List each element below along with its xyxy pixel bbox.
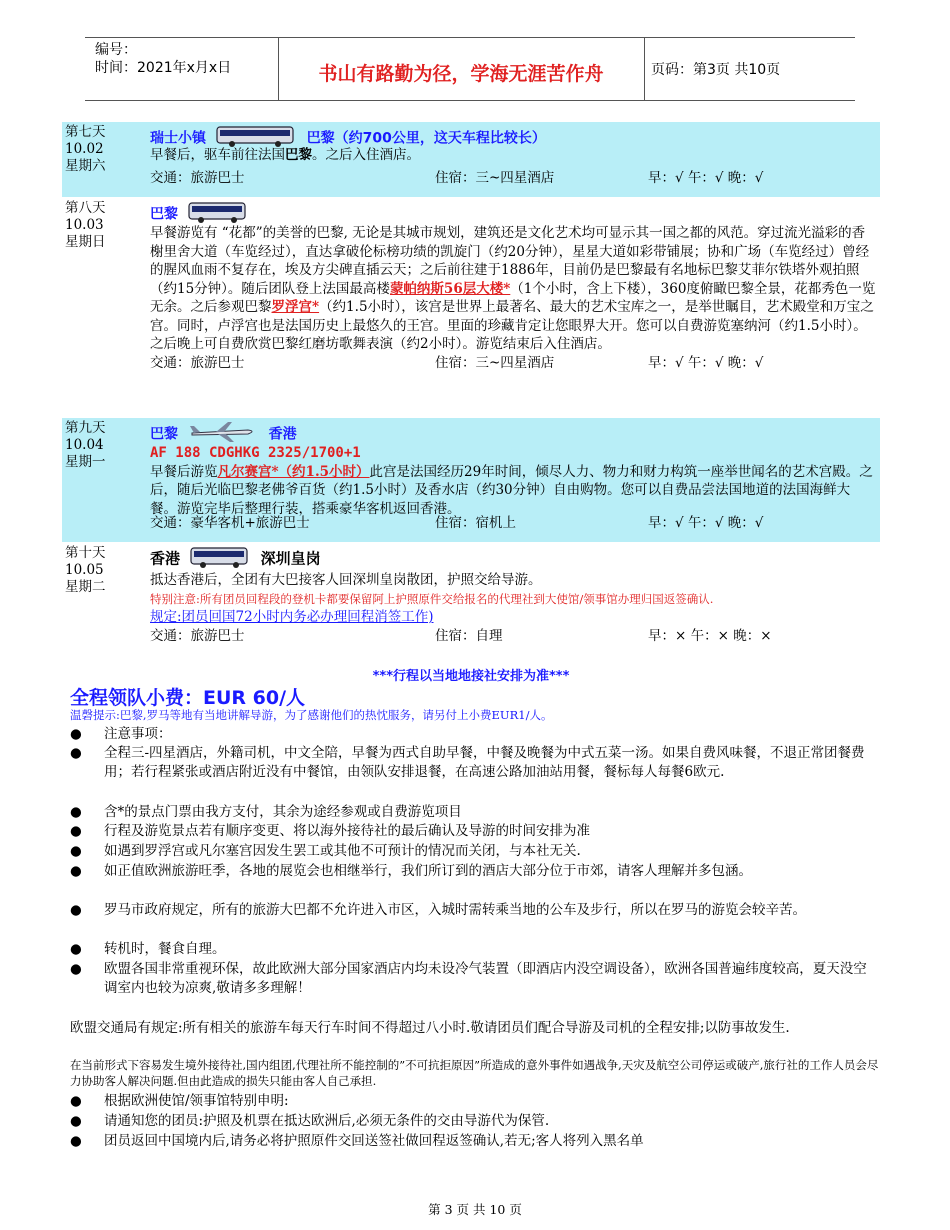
page-label: 页码：第3页 共10页 [651, 62, 781, 78]
day-date: 10.05 [65, 562, 104, 578]
day-block-8 [62, 198, 880, 418]
header-bottom-rule [85, 100, 855, 101]
list-item: ● 转机时，餐食自理。 [70, 941, 226, 957]
list-item: ● 根据欧洲使馆/领事馆特别申明: [70, 1093, 289, 1109]
day-number: 第九天 [65, 420, 106, 436]
serial-label: 编号： [95, 42, 137, 58]
day-label [65, 124, 145, 175]
desc-text: 此宫是法国经历29年时间，倾尽人力、物力和财力构筑一座举世闻名的艺术宫殿。之后，随后光临巴黎老佛爷百货（约1.5小时）及香水店（约30分钟）自由购物。您可以自费品尝法国地道的法国海鲜大餐。游览完毕后整理行装，搭乘豪华客机返回香港。 [150, 463, 873, 517]
day-date: 10.03 [65, 217, 104, 233]
lodging: 住宿：宿机上 [435, 515, 516, 531]
day-label [65, 545, 145, 596]
transport: 交通：豪华客机+旅游巴士 [150, 515, 310, 531]
day-weekday: 星期二 [65, 579, 106, 595]
route-from: 巴黎 [150, 206, 178, 223]
desc-text: （约1.5小时），该宫是世界上最著名、最大的艺术宝库之一，是举世瞩目，艺术殿堂和万宝之宫。同时，卢浮宫也是法国历史上最悠久的王宫。里面的珍藏肯定让您眼界大开。您可以自费游览塞纳河（约1.5小时）。之后晚上可自费欣赏巴黎红磨坊歌舞表演（约2小时）。游览结束后入住酒店。 [150, 299, 874, 352]
transport: 交通：旅游巴士 [150, 354, 245, 371]
day-info-row [150, 354, 876, 372]
list-item: ● 团员返回中国境内后,请务必将护照原件交回送签社做回程返签确认,若无;客人将列入黑名单 [70, 1133, 644, 1149]
day-weekday: 星期一 [65, 454, 106, 470]
tip-line: 温磬提示:巴黎,罗马等地有当地讲解导游，为了感谢他们的热忱服务，请另付上小费EUR1/人。 [70, 708, 553, 722]
highlight-attraction: 蒙帕纳斯56层大楼* [389, 280, 511, 297]
meals: 早：√ 午：√ 晚：√ [648, 515, 764, 531]
desc-text: 早餐游览有 “花都”的美誉的巴黎, 无论是其城市规划，建筑还是文化艺术均可显示其一国之都的风范。穿过流光溢彩的香榭里舍大道（车览经过），直达拿破伦标榜功绩的凯旋门（约20分钟），星星大道如彩带铺展；协和广场（车览经过）曾经的腥风血雨不复存在，埃及方尖碑直插云天；之后前往建于1886年，目前仍是巴黎最有名地标巴黎艾菲尔铁塔外观拍照（约15分钟）。随后团队登上法国最高楼 [150, 225, 870, 297]
day-desc: 抵达香港后，全团有大巴接客人回深圳皇岗散团，护照交给导游。 [150, 572, 542, 588]
route-to: 香港 [268, 426, 297, 443]
meals: 早：√ 午：√ 晚：√ [648, 169, 764, 186]
day-desc: 。之后入住酒店。 [312, 147, 420, 163]
header-meta [95, 41, 231, 77]
day-info-row [150, 627, 876, 645]
day-number: 第七天 [65, 124, 106, 140]
flight-number: AF 188 CDGHKG 2325/1700+1 [150, 445, 361, 461]
day-desc [150, 463, 876, 519]
list-item: ● 全程三-四星酒店，外籍司机，中文全陪，早餐为西式自助早餐，中餐及晚餐为中式五菜一汤。如果自费风味餐，不退正常团餐费用；若行程紧张或酒店附近没有中餐馆，由领队安排退餐，在高速公路加油站用餐，餐标每人每餐6欧元. [70, 745, 865, 780]
lodging: 住宿：自理 [435, 627, 503, 644]
traffic-rule: 欧盟交通局有规定:所有相关的旅游车每天行车时间不得超过八小时.敬请团员们配合导游及司机的全程安排;以防事故发生. [70, 1020, 790, 1036]
highlight-attraction: 凡尔赛宫*（约1.5小时） [217, 463, 370, 480]
day-info-row [150, 169, 876, 187]
day-desc-highlight: 巴黎 [285, 147, 312, 163]
route-from: 香港 [150, 549, 181, 568]
day-label [65, 420, 145, 471]
list-item: ● 行程及游览景点若有顺序变更、将以海外接待社的最后确认及导游的时间安排为准 [70, 823, 590, 839]
day-weekday: 星期六 [65, 158, 106, 174]
page-footer: 第 3 页 共 10 页 [428, 1202, 522, 1217]
route-from: 瑞士小镇 [150, 130, 206, 147]
lodging: 住宿：三~四星酒店 [435, 354, 555, 371]
time-label: 时间：2021年x月x日 [95, 60, 232, 76]
day-desc: 早餐后，驱车前往法国 [150, 147, 285, 163]
header-top-rule [85, 37, 855, 38]
special-note: 特别注意:所有团员回程段的登机卡都要保留阿上护照原件交给报名的代理社到大使馆/领事馆办理归国返签确认. [150, 591, 714, 606]
desc-text: 早餐后游览 [150, 463, 218, 480]
day-content [150, 545, 876, 645]
list-item: ● 含*的景点门票由我方支付，其余为途经参观或自费游览项目 [70, 804, 462, 820]
tip-title: 全程领队小费：EUR 60/人 [70, 687, 306, 709]
motto: 书山有路勤为径，学海无涯苦作舟 [318, 63, 604, 85]
route-to: 深圳皇岗 [260, 549, 321, 568]
lodging: 住宿：三~四星酒店 [435, 169, 555, 186]
list-item: ● 注意事项： [70, 726, 172, 742]
page-header [85, 37, 855, 101]
list-item: ● 欧盟各国非常重视环保，故此欧洲大部分国家酒店内均未设冷气装置（即酒店内没空调设备），欧洲各国普遍纬度较高，夏天没空调室内也较为凉爽,敬请多多理解！ [70, 961, 867, 996]
disclaimer: 在当前形式下容易发生境外接待社,国内组团,代理社所不能控制的”不可抗拒原因”所造成的意外事件如遇战争,天灾及航空公司停运或破产,旅行社的工作人员会尽力协助客人解决问题.但由此造成的损失只能由客人自己承担. [70, 1058, 879, 1088]
day-content [150, 124, 876, 187]
day-weekday: 星期日 [65, 234, 106, 250]
list-item: ● 如正值欧洲旅游旺季，各地的展览会也相继举行，我们所订到的酒店大部分位于市郊，请客人理解并多包涵。 [70, 863, 752, 879]
route-to: 巴黎（约700公里，这天车程比较长） [306, 130, 546, 147]
day-info-row [150, 514, 876, 532]
transport: 交通：旅游巴士 [150, 169, 245, 186]
day-number: 第八天 [65, 200, 106, 216]
day-desc [150, 224, 876, 354]
day-block-7 [62, 122, 880, 197]
transport: 交通：旅游巴士 [150, 627, 245, 644]
list-item: ● 罗马市政府规定，所有的旅游大巴都不允许进入市区，入城时需转乘当地的公车及步行，所以在罗马的游览会较辛苦。 [70, 902, 806, 918]
desc-text: （1个小时，含上下楼），360度俯瞰巴黎全景，花都秀色一览无余。之后参观巴黎 [150, 280, 876, 315]
day-block-10 [62, 543, 880, 648]
meals: 早：× 午：× 晚：× [648, 627, 772, 644]
highlight-attraction: 罗浮宫* [271, 299, 320, 315]
day-number: 第十天 [65, 545, 106, 561]
return-rule-link[interactable]: 规定:团员回国72小时内务必办理回程消签工作) [150, 609, 434, 625]
itinerary-note: ***行程以当地地接社安排为准*** [372, 669, 570, 684]
day-date: 10.02 [65, 141, 104, 157]
day-date: 10.04 [65, 437, 104, 453]
day-label [65, 200, 145, 251]
header-divider [644, 37, 645, 101]
route-from: 巴黎 [150, 426, 178, 443]
list-item: ● 如遇到罗浮宫或凡尔塞宫因发生罢工或其他不可预计的情况而关闭，与本社无关. [70, 843, 581, 859]
list-item: ● 请通知您的团员:护照及机票在抵达欧洲后,必须无条件的交由导游代为保管. [70, 1113, 550, 1129]
day-content [150, 200, 876, 372]
day-block-9 [62, 418, 880, 542]
day-content [150, 420, 876, 532]
meals: 早：√ 午：√ 晚：√ [648, 354, 764, 371]
